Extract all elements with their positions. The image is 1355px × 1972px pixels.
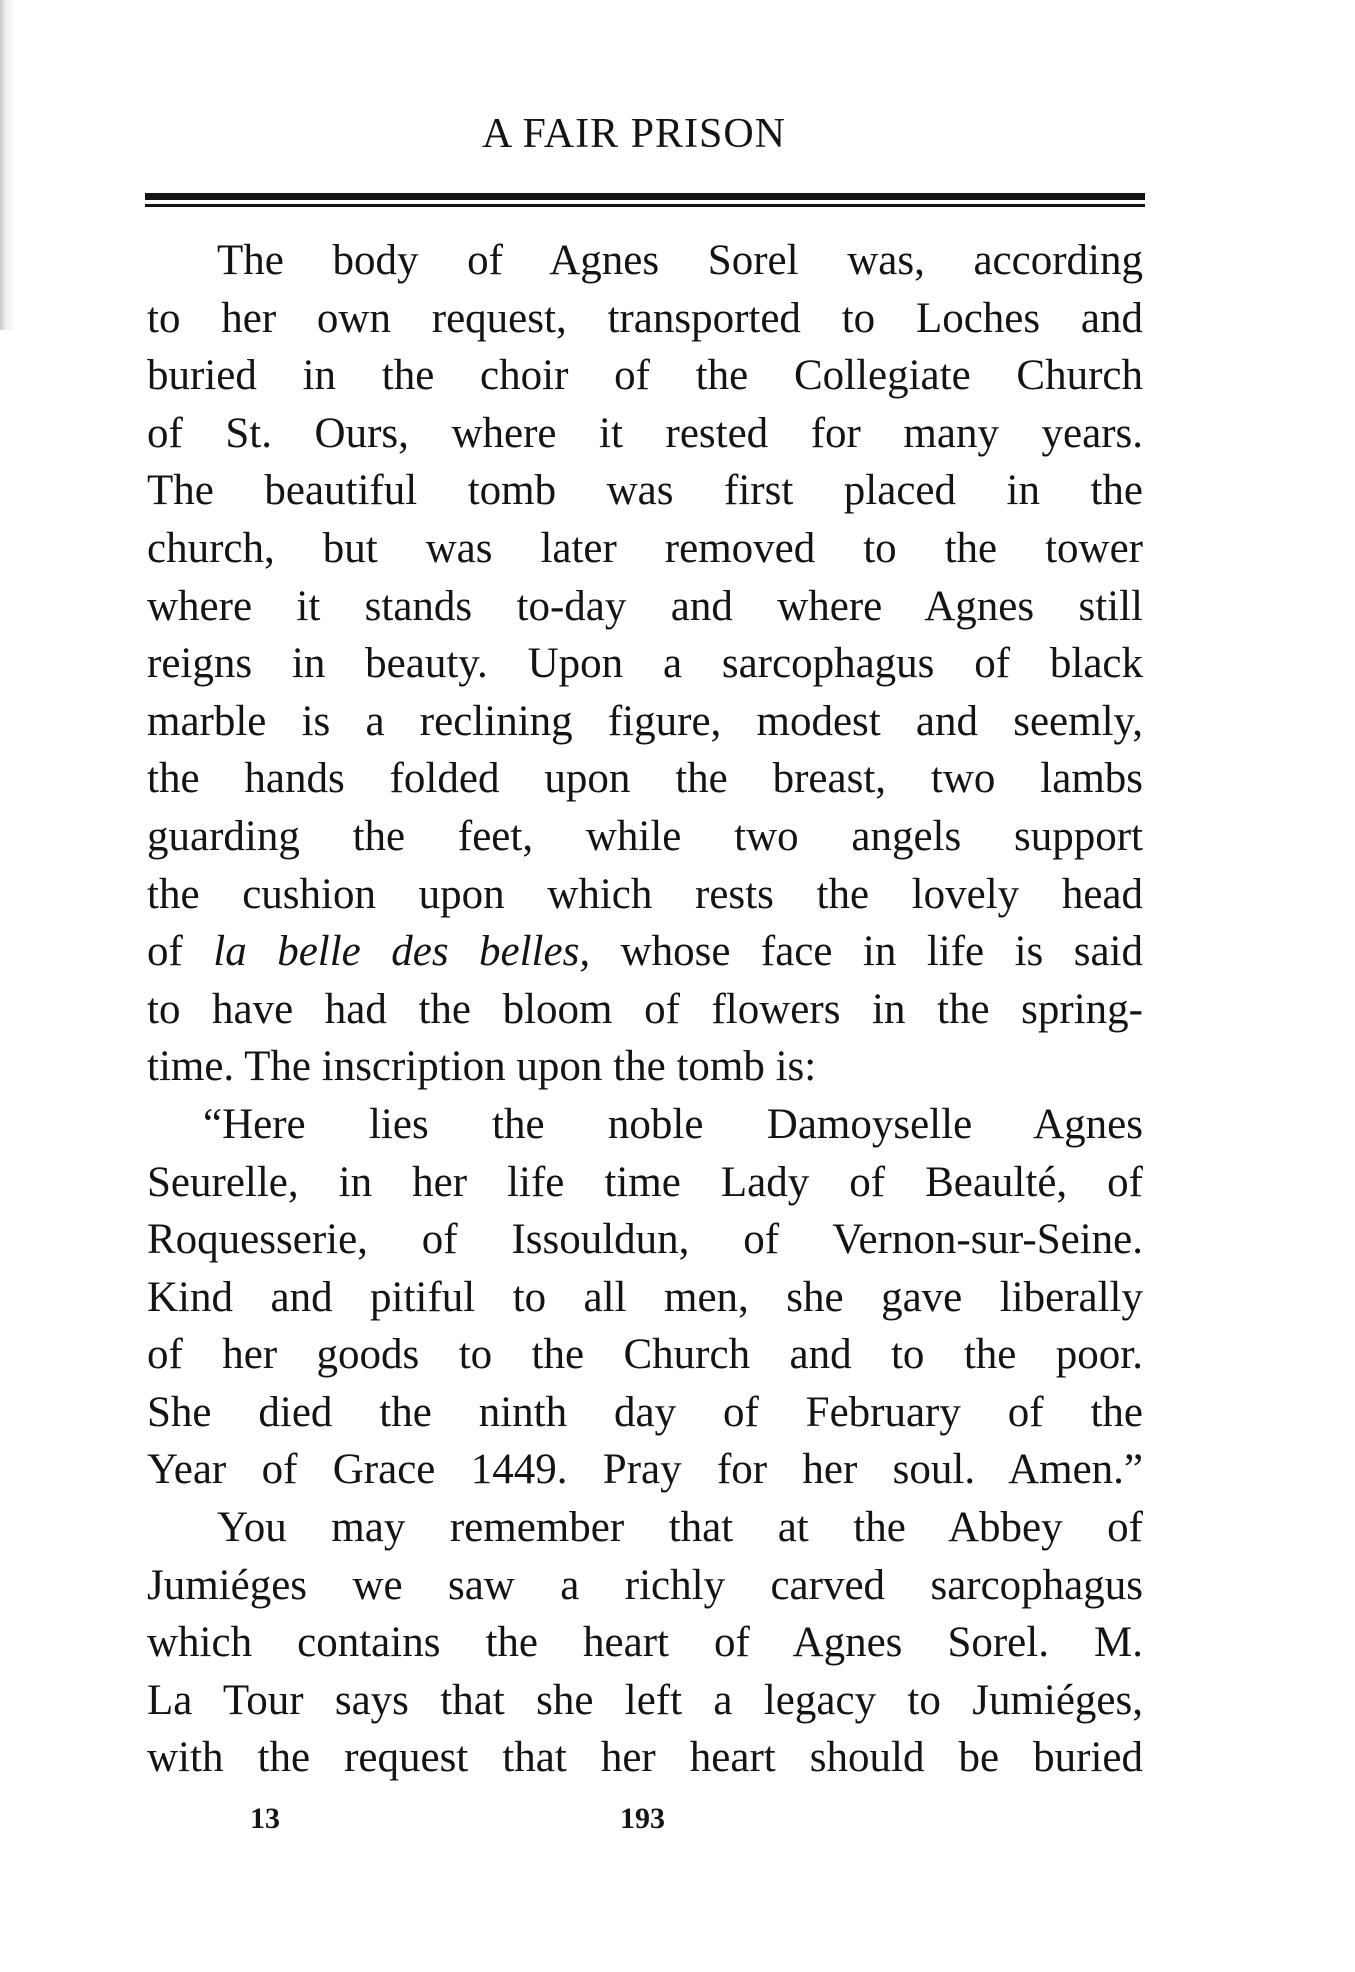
text-line: with the request that her heart should be buried xyxy=(147,1734,1143,1782)
text-line: of St. Ours, where it rested for many years. xyxy=(147,409,1143,457)
page-edge-shadow xyxy=(0,0,16,330)
italic-phrase: la belle des belles, xyxy=(213,928,591,976)
text-line: Jumiéges we saw a richly carved sarcophagus xyxy=(147,1561,1143,1609)
header-rule-thin xyxy=(145,204,1145,207)
text-line: reigns in beauty. Upon a sarcophagus of black xyxy=(147,640,1143,688)
text-line: the hands folded upon the breast, two lambs xyxy=(147,755,1143,803)
running-head: A FAIR PRISON xyxy=(482,111,786,157)
text-line: of her goods to the Church and to the poor. xyxy=(147,1331,1143,1379)
text-line: Roquesserie, of Issouldun, of Vernon-sur-Seine. xyxy=(147,1216,1143,1264)
text-line: marble is a reclining figure, modest and seemly, xyxy=(147,697,1143,745)
text-line: You may remember that at the Abbey of xyxy=(217,1504,1143,1552)
text-line: La Tour says that she left a legacy to Jumiéges, xyxy=(147,1676,1143,1724)
text-line: Kind and pitiful to all men, she gave liberally xyxy=(147,1273,1143,1321)
page-number: 193 xyxy=(620,1802,665,1835)
text-line: guarding the feet, while two angels support xyxy=(147,812,1143,860)
text-segment: whose face in life is said xyxy=(590,928,1144,976)
body-text xyxy=(147,232,1143,1787)
text-line: Seurelle, in her life time Lady of Beaulté, of xyxy=(147,1158,1143,1206)
text-line: church, but was later removed to the tower xyxy=(147,524,1143,572)
text-line: The body of Agnes Sorel was, according xyxy=(217,237,1143,284)
text-line: to have had the bloom of flowers in the spring- xyxy=(147,985,1143,1033)
text-line: The beautiful tomb was first placed in the xyxy=(147,467,1143,515)
header-rule-thick xyxy=(145,193,1145,200)
text-line: Year of Grace 1449. Pray for her soul. Amen.” xyxy=(147,1446,1143,1494)
text-line: the cushion upon which rests the lovely head xyxy=(147,870,1143,918)
text-segment: of xyxy=(147,928,214,976)
text-line: buried in the choir of the Collegiate Church xyxy=(147,352,1143,400)
text-line: time. The inscription upon the tomb is: xyxy=(147,1043,817,1091)
text-line-with-italic xyxy=(147,923,1143,981)
text-line: to her own request, transported to Loches and xyxy=(147,294,1143,342)
text-line: which contains the heart of Agnes Sorel. M. xyxy=(147,1619,1143,1667)
text-line: “Here lies the noble Damoyselle Agnes xyxy=(203,1100,1143,1148)
signature-mark: 13 xyxy=(250,1802,280,1835)
text-line: where it stands to-day and where Agnes still xyxy=(147,582,1143,630)
text-line: She died the ninth day of February of the xyxy=(147,1388,1143,1436)
